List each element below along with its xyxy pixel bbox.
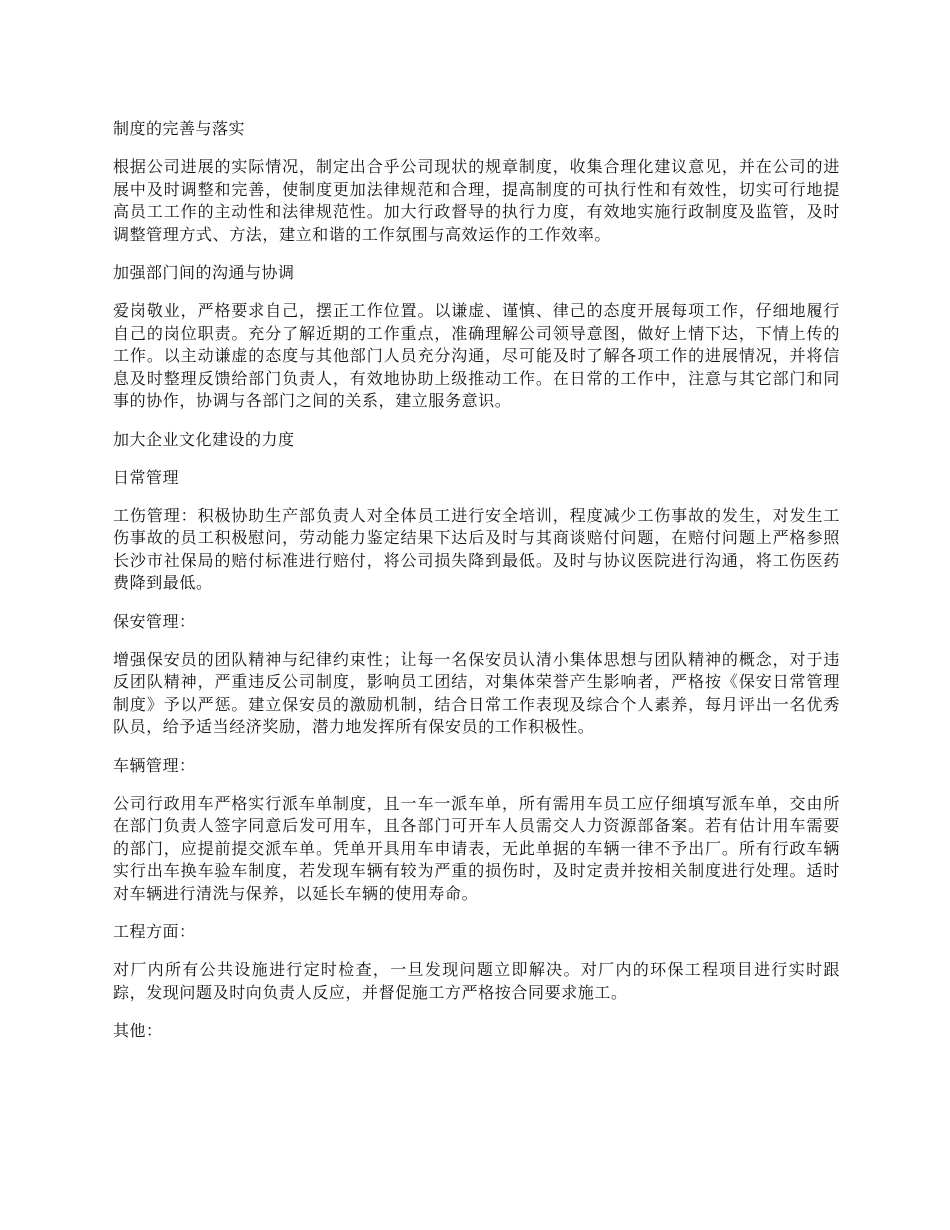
paragraph-system-improvement: 根据公司进展的实际情况，制定出合乎公司现状的规章制度，收集合理化建议意见，并在公司的进展中及时调整和完善，使制度更加法律规范和合理，提高制度的可执行性和有效性，切实可行地提高员工工作的主动性和法律规范性。加大行政督导的执行力度，有效地实施行政制度及监管，及时调整管理方式、方法，建立和谐的工作氛围与高效运作的工作效率。 <box>113 157 840 244</box>
paragraph-security: 增强保安员的团队精神与纪律约束性；让每一名保安员认清小集体思想与团队精神的概念，对于违反团队精神，严重违反公司制度，影响员工团结，对集体荣誉产生影响者，严格按《保安日常管理制度》予以严惩。建立保安员的激励机制，结合日常工作表现及综合个人素养，每月评出一名优秀队员，给予适当经济奖励，潜力地发挥所有保安员的工作积极性。 <box>113 649 840 736</box>
section-heading-other: 其他： <box>113 1021 163 1040</box>
paragraph-communication: 爱岗敬业，严格要求自己，摆正工作位置。以谦虚、谨慎、律己的态度开展每项工作，仔细地履行自己的岗位职责。充分了解近期的工作重点，准确理解公司领导意图，做好上情下达，下情上传的工作。以主动谦虚的态度与其他部门人员充分沟通，尽可能及时了解各项工作的进展情况，并将信息及时整理反馈给部门负责人，有效地协助上级推动工作。在日常的工作中，注意与其它部门和同事的协作，协调与各部门之间的关系，建立服务意识。 <box>113 301 840 410</box>
paragraph-work-injury: 工伤管理：积极协助生产部负责人对全体员工进行安全培训，程度减少工伤事故的发生，对发生工伤事故的员工积极慰问，劳动能力鉴定结果下达后及时与其商谈赔付问题，在赔付问题上严格参照长沙市社保局的赔付标准进行赔付，将公司损失降到最低。及时与协议医院进行沟通，将工伤医药费降到最低。 <box>113 505 840 592</box>
document-page <box>113 118 840 1058</box>
paragraph-vehicles: 公司行政用车严格实行派车单制度，且一车一派车单，所有需用车员工应仔细填写派车单，交由所在部门负责人签字同意后发可用车，且各部门可开车人员需交人力资源部备案。若有估计用车需要的部门，应提前提交派车单。凭单开具用车申请表，无此单据的车辆一律不予出厂。所有行政车辆实行出车换车验车制度，若发现车辆有较为严重的损伤时，及时定责并按相关制度进行处理。适时对车辆进行清洗与保养，以延长车辆的使用寿命。 <box>113 793 840 903</box>
section-heading-system-improvement: 制度的完善与落实 <box>113 119 246 138</box>
paragraph-engineering: 对厂内所有公共设施进行定时检查，一旦发现问题立即解决。对厂内的环保工程项目进行实时跟踪，发现问题及时向负责人反应，并督促施工方严格按合同要求施工。 <box>113 960 840 1002</box>
section-heading-daily-management: 日常管理 <box>113 467 180 487</box>
section-heading-communication: 加强部门间的沟通与协调 <box>113 263 295 282</box>
section-heading-corporate-culture: 加大企业文化建设的力度 <box>113 429 295 449</box>
section-heading-vehicles: 车辆管理： <box>113 755 196 775</box>
section-heading-engineering: 工程方面： <box>113 922 196 941</box>
section-heading-security: 保安管理： <box>113 611 196 631</box>
